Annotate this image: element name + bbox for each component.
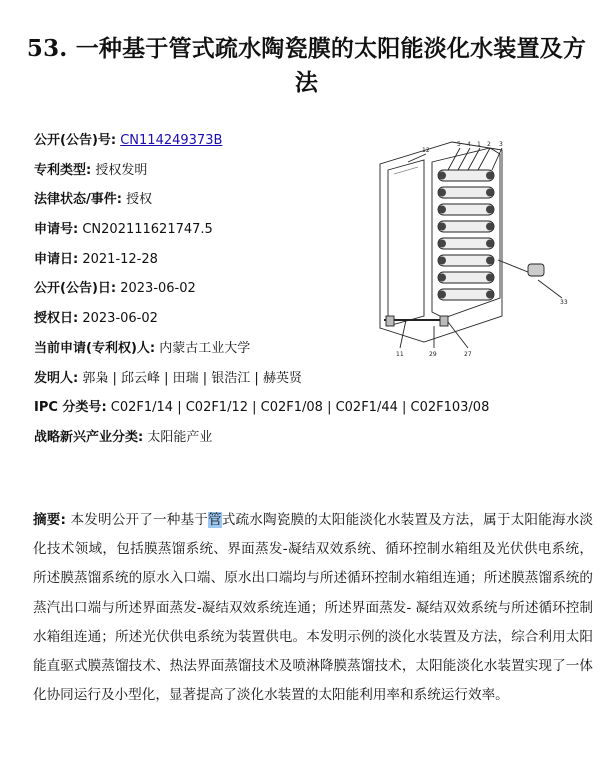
meta-sep: : [73, 251, 79, 267]
meta-key: 当前申请(专利权)人 [34, 340, 150, 356]
meta-sep: : [73, 311, 79, 327]
patent-drawing [378, 140, 578, 362]
meta-value: 2023-06-02 [82, 311, 158, 327]
meta-sep: : [138, 429, 144, 445]
meta-key: 战略新兴产业分类 [34, 429, 139, 445]
meta-key: 申请号 [34, 222, 74, 238]
meta-key: 法律状态/事件 [34, 192, 117, 208]
meta-row-industry [34, 423, 594, 453]
drawing-tubes [438, 170, 494, 300]
drawing-label-29: 29 [429, 351, 437, 358]
meta-value: 太阳能产业 [147, 429, 213, 445]
meta-key: 发明人 [34, 370, 74, 386]
meta-value: 郭枭 | 邱云峰 | 田瑞 | 银浩江 | 赫英贤 [82, 370, 302, 386]
drawing-label-33: 33 [560, 299, 568, 306]
drawing-label-27: 27 [464, 351, 472, 358]
meta-row-ipc [34, 393, 594, 423]
page-title: 53. 一种基于管式疏水陶瓷膜的太阳能淡化水装置及方法 [26, 35, 587, 96]
drawing-glass-panel [388, 160, 424, 326]
meta-value: C02F1/14 | C02F1/12 | C02F1/08 | C02F1/44 | C02F103/08 [110, 400, 490, 416]
meta-value: 2023-06-02 [120, 281, 196, 297]
meta-sep: : [110, 281, 117, 297]
meta-row-inventors [34, 364, 594, 394]
abstract-sep: : [60, 512, 66, 528]
meta-sep: : [149, 340, 156, 356]
meta-key: 公开(公告)号 [34, 133, 111, 148]
meta-sep: : [73, 370, 79, 386]
meta-key: IPC 分类号 [34, 400, 102, 416]
drawing-pump [528, 264, 544, 276]
meta-sep: : [73, 222, 79, 238]
meta-key: 专利类型 [34, 162, 87, 178]
meta-sep: : [110, 133, 117, 148]
meta-value: CN202111621747.5 [82, 222, 213, 238]
drawing-label-1: 1 [477, 141, 481, 148]
meta-sep: : [86, 162, 92, 178]
abstract-label: 摘要 [33, 512, 61, 528]
meta-value: 授权发明 [95, 162, 148, 178]
meta-key: 申请日 [34, 251, 74, 267]
drawing-label-11: 11 [396, 351, 404, 358]
meta-sep: : [116, 192, 122, 208]
drawing-label-2: 2 [487, 141, 491, 148]
meta-value: 授权 [126, 192, 153, 208]
meta-key: 授权日 [34, 311, 74, 327]
publication-number-link[interactable]: CN114249373B [120, 133, 223, 148]
abstract-text-after: 式疏水陶瓷膜的太阳能淡化水装置及方法，属于太阳能海水淡化技术领域，包括膜蒸馏系统、界面蒸发-凝结双效系统、循环控制水箱组及光伏供电系统，所述膜蒸馏系统的原水入口端、原水出口端均与所述循环控制水箱组连通；所述膜蒸馏系统的蒸汽出口端与所述界面蒸发-凝结双效系统连通；所述界面蒸发- 凝结双效系统与所述循环控制水箱组连通；所述光伏供电系统为装置供电。本发明示例的淡化水装置及方法，综合利用太阳能直驱式膜蒸馏技术、热法界面蒸馏技术及喷淋降膜蒸馏技术，太阳能淡化水装置实现了一体化协同运行及小型化，显著提高了淡化水装置的太阳能利用率和系统运行效率。 [33, 512, 594, 704]
meta-key: 公开(公告)日 [34, 281, 111, 297]
drawing-label-4: 4 [467, 141, 471, 148]
meta-value: 内蒙古工业大学 [159, 340, 251, 356]
meta-sep: : [101, 400, 107, 416]
drawing-label-12: 12 [422, 147, 430, 154]
abstract [33, 506, 593, 710]
drawing-label-3: 3 [499, 141, 503, 148]
search-highlight: 管 [208, 512, 222, 528]
drawing-label-5: 5 [457, 141, 461, 148]
meta-value: 2021-12-28 [82, 251, 158, 267]
abstract-text-before: 本发明公开了一种基于 [70, 512, 208, 528]
